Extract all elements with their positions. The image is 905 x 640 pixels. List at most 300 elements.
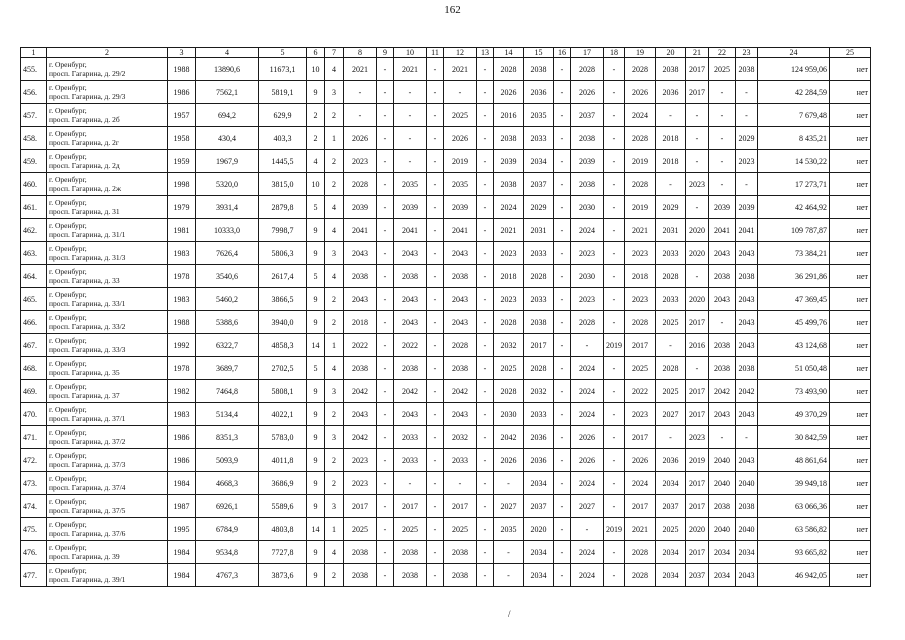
table-cell: 2020 [686,219,709,242]
table-cell: 2038 [444,541,477,564]
table-cell: 4 [325,58,344,81]
status-cell: нет [830,81,871,104]
table-cell: 2037 [656,495,686,518]
table-cell: 2028 [494,380,524,403]
table-cell: 1978 [168,357,196,380]
table-cell: 2025 [344,518,377,541]
table-cell: 2038 [709,495,736,518]
table-cell: 9 [307,564,325,587]
table-cell: 2016 [494,104,524,127]
footer-mark: / [508,609,511,619]
table-row [21,380,871,403]
table-cell: 2038 [736,265,758,288]
table-cell: 2019 [625,196,656,219]
table-cell: 2023 [344,472,377,495]
status-cell: нет [830,196,871,219]
table-cell: 2037 [571,104,604,127]
table-cell: - [494,472,524,495]
amount-cell: 30 842,59 [758,426,830,449]
column-header: 7 [325,48,344,58]
table-cell: 2027 [656,403,686,426]
table-cell: 2020 [686,288,709,311]
table-cell: 2043 [444,403,477,426]
column-header: 12 [444,48,477,58]
column-header: 14 [494,48,524,58]
table-cell: 2038 [524,58,554,81]
table-cell: 2036 [524,449,554,472]
table-cell: - [604,541,625,564]
table-cell: - [377,81,394,104]
table-cell: 2028 [656,357,686,380]
amount-cell: 39 949,18 [758,472,830,495]
column-header: 8 [344,48,377,58]
table-cell: 2033 [524,403,554,426]
table-cell: 2034 [524,150,554,173]
table-cell: 2040 [709,472,736,495]
table-cell: 2018 [494,265,524,288]
amount-cell: 51 050,48 [758,357,830,380]
address-cell: г. Оренбург, просп. Гагарина, д. 37/3 [47,449,168,472]
table-cell: - [427,311,444,334]
amount-cell: 42 464,92 [758,196,830,219]
table-cell: 2023 [571,288,604,311]
table-cell: 2020 [686,518,709,541]
table-cell: 6322,7 [196,334,259,357]
table-cell: 2023 [344,449,377,472]
table-cell: 2037 [524,173,554,196]
table-cell: - [427,127,444,150]
table-cell: 2028 [625,58,656,81]
amount-cell: 47 369,45 [758,288,830,311]
table-cell: 2038 [394,564,427,587]
table-cell: 2038 [344,541,377,564]
table-cell: 2017 [394,495,427,518]
table-cell: 9 [307,380,325,403]
table-cell: 4 [325,265,344,288]
table-cell: - [477,219,494,242]
row-number: 464. [21,265,47,288]
table-cell: 4 [325,357,344,380]
column-header: 22 [709,48,736,58]
table-cell: - [604,127,625,150]
table-cell: 2024 [571,403,604,426]
table-cell: 2033 [656,242,686,265]
table-cell: 2030 [571,196,604,219]
table-cell: 2038 [494,127,524,150]
table-cell: - [427,219,444,242]
table-cell: 2879,8 [259,196,307,219]
table-row [21,150,871,173]
table-cell: 2017 [524,334,554,357]
table-row [21,127,871,150]
table-cell: 5819,1 [259,81,307,104]
table-cell: 2042 [736,380,758,403]
table-cell: - [709,150,736,173]
table-cell: 2028 [625,564,656,587]
status-cell: нет [830,449,871,472]
table-cell: - [604,265,625,288]
row-number: 461. [21,196,47,219]
column-header: 18 [604,48,625,58]
table-cell: 1 [325,127,344,150]
table-cell: 5783,0 [259,426,307,449]
table-cell: - [477,357,494,380]
table-cell: - [477,58,494,81]
address-cell: г. Оренбург, просп. Гагарина, д. 31/3 [47,242,168,265]
table-cell: 2033 [656,288,686,311]
table-cell: 2043 [394,403,427,426]
table-cell: - [494,564,524,587]
table-cell: 2030 [494,403,524,426]
table-cell: 2040 [709,449,736,472]
column-header: 3 [168,48,196,58]
status-cell: нет [830,311,871,334]
table-cell: - [709,311,736,334]
table-cell: 2042 [494,426,524,449]
table-cell: 2028 [524,357,554,380]
table-cell: 2038 [571,173,604,196]
table-cell: 4011,8 [259,449,307,472]
table-cell: - [427,449,444,472]
table-cell: 1983 [168,403,196,426]
table-cell: - [394,472,427,495]
table-cell: 7727,8 [259,541,307,564]
column-header: 15 [524,48,554,58]
table-cell: - [377,449,394,472]
table-cell: 5134,4 [196,403,259,426]
amount-cell: 124 959,06 [758,58,830,81]
status-cell: нет [830,541,871,564]
table-cell: 9 [307,242,325,265]
table-cell: - [427,150,444,173]
table-cell: - [377,265,394,288]
table-cell: 2023 [625,288,656,311]
table-cell: 2034 [709,564,736,587]
table-cell: 2041 [736,219,758,242]
table-cell: 1986 [168,449,196,472]
table-cell: - [377,58,394,81]
table-cell: 2029 [524,196,554,219]
table-cell: 1958 [168,127,196,150]
table-cell: 2024 [625,472,656,495]
table-cell: 2032 [494,334,524,357]
table-cell: 3540,6 [196,265,259,288]
column-header: 4 [196,48,259,58]
table-cell: 2026 [494,81,524,104]
table-cell: - [377,104,394,127]
column-header: 23 [736,48,758,58]
row-number: 467. [21,334,47,357]
table-cell: 3 [325,242,344,265]
row-number: 455. [21,58,47,81]
table-cell: 1978 [168,265,196,288]
table-cell: 9 [307,81,325,104]
table-cell: 2043 [444,311,477,334]
table-cell: - [427,288,444,311]
table-cell: - [477,242,494,265]
table-cell: - [377,150,394,173]
table-cell: 2021 [625,518,656,541]
table-cell: - [427,81,444,104]
row-number: 476. [21,541,47,564]
amount-cell: 63 066,36 [758,495,830,518]
table-cell: 2024 [494,196,524,219]
table-row [21,564,871,587]
table-cell: - [477,288,494,311]
table-cell: 2024 [571,541,604,564]
table-cell: 2019 [625,150,656,173]
table-cell: 2017 [625,495,656,518]
table-cell: 1987 [168,495,196,518]
table-cell: - [656,173,686,196]
address-cell: г. Оренбург, просп. Гагарина, д. 2ж [47,173,168,196]
status-cell: нет [830,518,871,541]
table-cell: - [427,104,444,127]
table-cell: - [604,380,625,403]
table-row [21,242,871,265]
status-cell: нет [830,265,871,288]
table-cell: - [686,150,709,173]
row-number: 463. [21,242,47,265]
table-cell: 2037 [524,495,554,518]
table-cell: 2034 [524,541,554,564]
table-cell: - [554,541,571,564]
table-cell: - [377,196,394,219]
table-cell: 2028 [344,173,377,196]
table-cell: 9 [307,472,325,495]
table-cell: - [686,127,709,150]
table-cell: 2042 [344,380,377,403]
table-cell: 2043 [736,288,758,311]
table-row [21,426,871,449]
column-header: 5 [259,48,307,58]
table-cell: 2017 [686,81,709,104]
address-cell: г. Оренбург, просп. Гагарина, д. 37/1 [47,403,168,426]
amount-cell: 73 493,90 [758,380,830,403]
table-cell: - [377,472,394,495]
table-cell: 2028 [494,311,524,334]
row-number: 457. [21,104,47,127]
table-cell: 2027 [571,495,604,518]
table-cell: 5093,9 [196,449,259,472]
table-cell: 2038 [736,58,758,81]
table-cell: 9534,8 [196,541,259,564]
table-cell: 4767,3 [196,564,259,587]
table-cell: - [554,173,571,196]
address-cell: г. Оренбург, просп. Гагарина, д. 31/1 [47,219,168,242]
table-cell: 9 [307,288,325,311]
table-cell: 2 [325,104,344,127]
table-cell: 2041 [709,219,736,242]
amount-cell: 46 942,05 [758,564,830,587]
table-cell: 2028 [625,127,656,150]
table-cell: 2018 [656,127,686,150]
table-cell: 1983 [168,288,196,311]
status-cell: нет [830,380,871,403]
table-cell: - [477,426,494,449]
table-cell: 2023 [571,242,604,265]
table-cell: 8351,3 [196,426,259,449]
table-cell: 3815,0 [259,173,307,196]
page-number: 162 [444,4,461,16]
table-cell: 2617,4 [259,265,307,288]
table-cell: - [477,403,494,426]
table-cell: 2043 [709,288,736,311]
table-cell: - [477,127,494,150]
table-cell: - [604,219,625,242]
table-cell: - [394,81,427,104]
table-cell: 2042 [344,426,377,449]
table-cell: - [604,242,625,265]
column-header: 6 [307,48,325,58]
table-cell: 2023 [736,150,758,173]
table-cell: - [377,357,394,380]
column-header: 11 [427,48,444,58]
table-cell: 2025 [656,518,686,541]
table-cell: - [377,288,394,311]
table-cell: 5 [307,265,325,288]
table-cell: 2037 [686,564,709,587]
table-row [21,104,871,127]
column-header: 9 [377,48,394,58]
address-cell: г. Оренбург, просп. Гагарина, д. 37/2 [47,426,168,449]
table-cell: 2028 [571,311,604,334]
table-cell: - [344,81,377,104]
row-number: 471. [21,426,47,449]
table-cell: 1967,9 [196,150,259,173]
table-cell: - [427,265,444,288]
row-number: 474. [21,495,47,518]
table-cell: - [477,104,494,127]
table-cell: 2028 [656,265,686,288]
address-cell: г. Оренбург, просп. Гагарина, д. 2б [47,104,168,127]
table-cell: - [377,173,394,196]
table-cell: - [656,334,686,357]
table-cell: 2034 [524,472,554,495]
table-cell: - [427,403,444,426]
row-number: 470. [21,403,47,426]
table-cell: 2024 [571,219,604,242]
table-cell: 7464,8 [196,380,259,403]
table-cell: 2 [325,150,344,173]
table-cell: - [604,58,625,81]
table-cell: 2043 [344,403,377,426]
table-cell: 2038 [444,265,477,288]
table-cell: 9 [307,449,325,472]
table-cell: 2023 [686,426,709,449]
table-cell: 2017 [686,311,709,334]
table-cell: 3 [325,380,344,403]
table-cell: 2043 [344,288,377,311]
table-cell: - [377,403,394,426]
row-number: 473. [21,472,47,495]
address-cell: г. Оренбург, просп. Гагарина, д. 37/6 [47,518,168,541]
amount-cell: 42 284,59 [758,81,830,104]
table-cell: 2027 [494,495,524,518]
table-cell: - [604,81,625,104]
amount-cell: 17 273,71 [758,173,830,196]
table-cell: - [554,127,571,150]
table-cell: 2016 [686,334,709,357]
table-cell: - [477,173,494,196]
table-cell: 2030 [571,265,604,288]
table-cell: - [686,196,709,219]
table-cell: 14 [307,518,325,541]
table-cell: 1998 [168,173,196,196]
table-cell: - [656,104,686,127]
table-cell: 2043 [736,564,758,587]
table-cell: 2028 [444,334,477,357]
table-cell: 2038 [344,564,377,587]
amount-cell: 49 370,29 [758,403,830,426]
table-cell: - [604,288,625,311]
table-cell: 2025 [444,518,477,541]
table-cell: 4858,3 [259,334,307,357]
table-row [21,518,871,541]
table-cell: 2024 [571,472,604,495]
row-number: 469. [21,380,47,403]
table-cell: 2038 [344,357,377,380]
table-cell: 2039 [344,196,377,219]
table-cell: 2017 [686,541,709,564]
table-cell: 2034 [524,564,554,587]
table-cell: 2018 [344,311,377,334]
address-cell: г. Оренбург, просп. Гагарина, д. 2г [47,127,168,150]
table-cell: 3 [325,81,344,104]
table-cell: 4 [307,150,325,173]
address-cell: г. Оренбург, просп. Гагарина, д. 35 [47,357,168,380]
table-cell: 2023 [494,242,524,265]
amount-cell: 8 435,21 [758,127,830,150]
housing-table [20,47,871,587]
table-cell: - [377,541,394,564]
column-header: 16 [554,48,571,58]
table-cell: 9 [307,495,325,518]
table-cell: 3873,6 [259,564,307,587]
status-cell: нет [830,104,871,127]
status-cell: нет [830,426,871,449]
table-cell: 2023 [625,403,656,426]
table-cell: 1981 [168,219,196,242]
table-cell: 2019 [604,334,625,357]
column-header: 17 [571,48,604,58]
table-cell: - [394,150,427,173]
table-cell: - [377,334,394,357]
table-cell: 1984 [168,472,196,495]
table-cell: 7562,1 [196,81,259,104]
row-number: 456. [21,81,47,104]
table-cell: 2033 [394,426,427,449]
table-cell: - [477,334,494,357]
table-cell: 2029 [736,127,758,150]
table-cell: 2038 [709,357,736,380]
table-cell: - [427,426,444,449]
table-cell: 2026 [625,81,656,104]
table-cell: 1988 [168,58,196,81]
table-cell: 11673,1 [259,58,307,81]
table-cell: 2034 [656,541,686,564]
table-cell: - [477,449,494,472]
table-cell: 5460,2 [196,288,259,311]
table-cell: 2028 [625,311,656,334]
column-header: 21 [686,48,709,58]
table-cell: 2025 [656,311,686,334]
table-cell: 2043 [344,242,377,265]
table-cell: 2017 [444,495,477,518]
table-cell: 2017 [625,426,656,449]
table-cell: - [477,196,494,219]
table-cell: 1986 [168,81,196,104]
